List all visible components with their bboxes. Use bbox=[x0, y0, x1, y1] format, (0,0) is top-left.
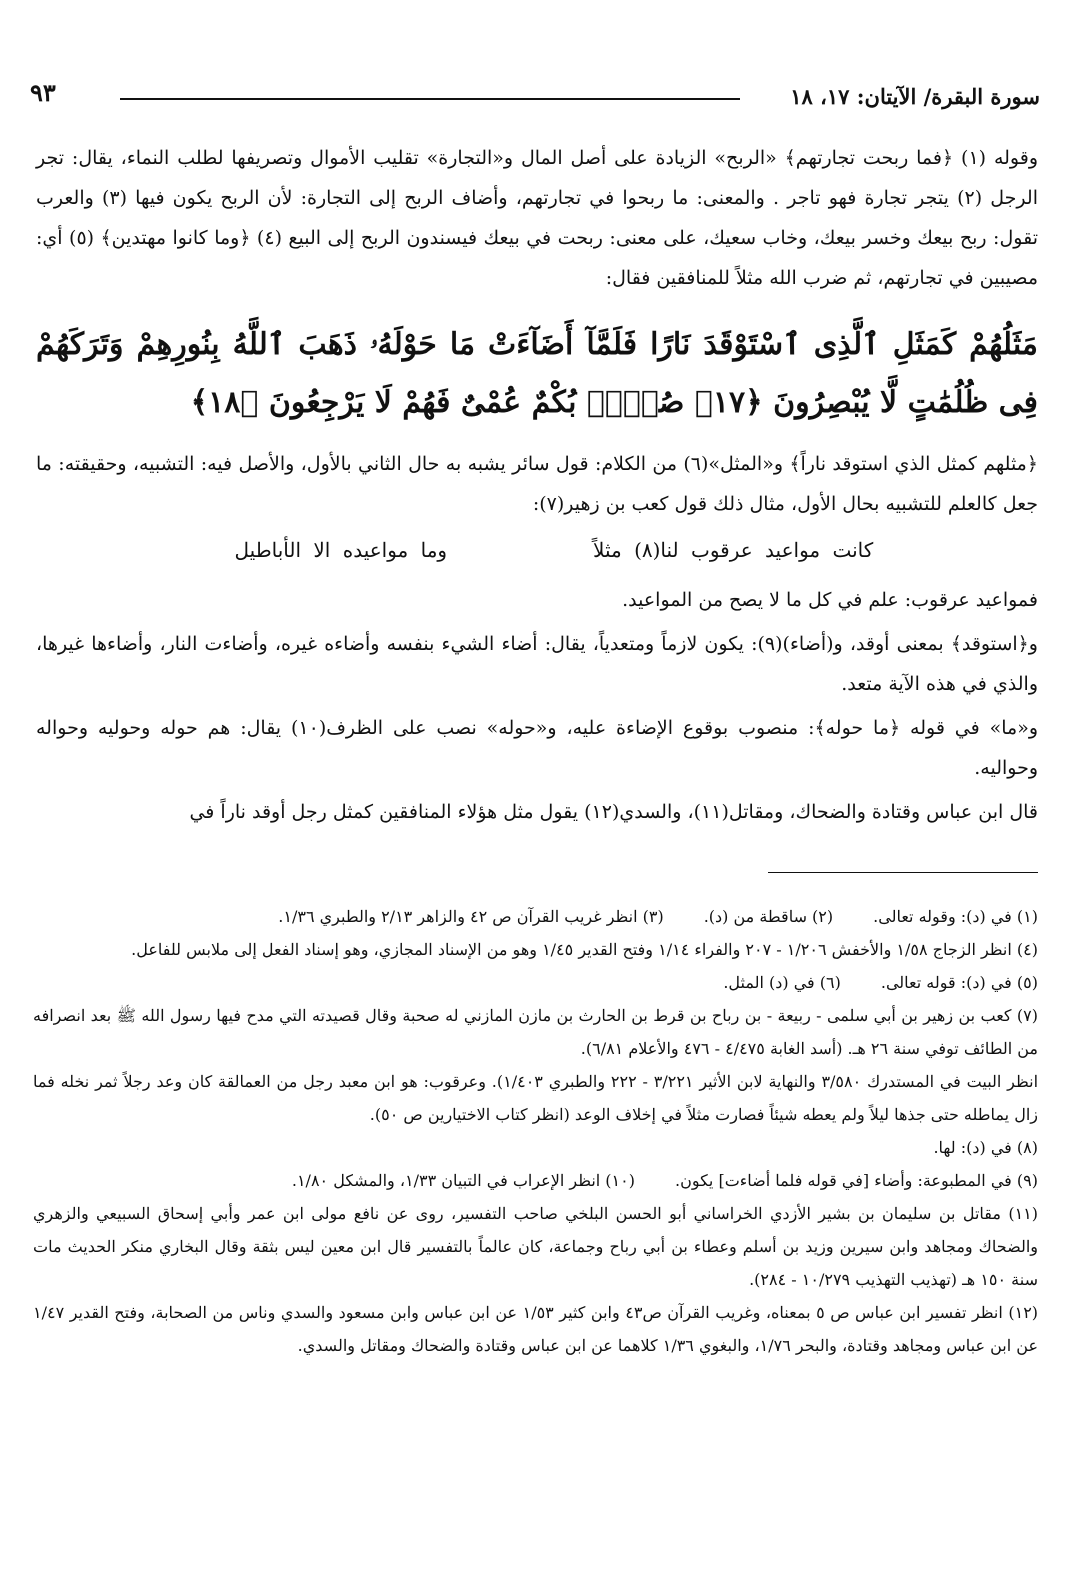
footnote-1: (١) في (د): وقوله تعالى. bbox=[873, 907, 1038, 926]
footnote-11: (١١) مقاتل بن سليمان بن بشير الأزدي الخراساني أبو الحسن البلخي صاحب التفسير، روى عن نافع مولى ابن عمر وأبي إسحاق السبيعي والزهري والضحاك ومجاهد وابن سيرين وزيد بن أسلم وعطاء بن أبي رباح وجماعة، كان عالماً بالتفسير قال ابن معين ليس بثقة وقال البخاري منكر الحديث مات سنة ١٥٠ هـ (تهذيب التهذيب ١٠/٢٧٩ - ٢٨٤). bbox=[33, 1204, 1038, 1289]
footnote-12: (١٢) انظر تفسير ابن عباس ص ٥ بمعناه، وغريب القرآن ص٤٣ وابن كثير ١/٥٣ عن ابن عباس وابن مسعود والسدي وناس من الصحابة، وفتح القدير ١/٤٧ عن ابن عباس ومجاهد وقتادة، والبحر ١/٧٦، والبغوي ١/٣٦ كلاهما عن ابن عباس وقتادة والضحاك ومقاتل والسدي. bbox=[33, 1303, 1039, 1355]
footnote-5: (٥) في (د): قوله تعالى. bbox=[880, 973, 1038, 992]
paragraph-1: وقوله (١) ﴿فما ربحت تجارتهم﴾ «الربح» الزيادة على أصل المال و«التجارة» تقليب الأموال وتصريفها لطلب النماء، يقال: تجر الرجل (٢) يتجر تجارة فهو تاجر . والمعنى: ما ربحوا في تجارتهم، وأضاف الربح إلى التجارة: لأن الربح يكون فيها (٣) والعرب تقول: ربح بيعك وخسر بيعك، وخاب سعيك، على معنى: ربحت في بيعك فيسندون الربح إلى البيع (٤) ﴿وما كانوا مهتدين﴾ (٥) أي: مصيبين في تجارتهم، ثم ضرب الله مثلاً للمنافقين فقال: bbox=[36, 147, 1038, 289]
paragraph-4: و﴿استوقد﴾ بمعنى أوقد، و(أضاء)(٩): يكون لازماً ومتعدياً، يقال: أضاء الشيء بنفسه وأضاءه غيره، وأضاءت النار، وأضاءها غيرها، والذي في هذه الآية متعد. bbox=[36, 633, 1038, 695]
footnote-row-3 bbox=[33, 1164, 1038, 1197]
poem-verse bbox=[36, 530, 1038, 570]
page-number: ٩٣ bbox=[30, 78, 56, 107]
poem-second-hemistich: وما مواعيده الا الأباطيل bbox=[234, 538, 448, 562]
footnote-3: (٣) انظر غريب القرآن ص ٤٢ والزاهر ٢/١٣ والطبري ١/٣٦. bbox=[278, 907, 664, 926]
footnote-7: (٧) كعب بن زهير بن أبي سلمى - ربيعة - بن رباح بن قرط بن الحارث بن مازن المازني له صحبة وقال قصيدته التي مدح فيها رسول الله ﷺ بعد انصرافه من الطائف توفي سنة ٢٦ هـ. (أسد الغابة ٤/٤٧٥ - ٤٧٦ والأعلام ٦/٨١). bbox=[33, 1006, 1038, 1058]
quran-verse: مَثَلُهُمْ كَمَثَلِ ٱلَّذِى ٱسْتَوْقَدَ نَارًا فَلَمَّآ أَضَآءَتْ مَا حَوْلَهُۥ ذَهَبَ ٱللَّهُ بِنُورِهِمْ وَتَرَكَهُمْ فِى ظُلُمَٰتٍ لَّا يُبْصِرُونَ ﴿١٧﴾ صُمٌّۢ بُكْمٌ عُمْىٌ فَهُمْ لَا يَرْجِعُونَ ﴿١٨﴾ bbox=[36, 327, 1038, 420]
paragraph-3: فمواعيد عرقوب: علم في كل ما لا يصح من المواعيد. bbox=[622, 589, 1038, 611]
footnote-2: (٢) ساقطة من (د). bbox=[703, 907, 834, 926]
main-text bbox=[36, 138, 1038, 836]
footnote-9: (٩) في المطبوعة: وأضاء [في قوله فلما أضاءت] يكون. bbox=[674, 1171, 1038, 1190]
footnote-6: (٦) في (د) المثل. bbox=[723, 973, 841, 992]
footnote-7-continued: انظر البيت في المستدرك ٣/٥٨٠ والنهاية لابن الأثير ٣/٢٢١ - ٢٢٢ والطبري ١/٤٠٣). وعرقوب: هو ابن معبد رجل من العمالقة كان وعد رجلاً ثمر نخله فما زال يماطله حتى جذها ليلاً ولم يعطه شيئاً فصارت مثلاً في إخلاف الوعد (انظر كتاب الاختيارين ص ٥٠). bbox=[33, 1072, 1039, 1124]
poem-first-hemistich: كانت مواعيد عرقوب لنا(٨) مثلاً bbox=[593, 538, 874, 562]
running-title: سورة البقرة/ الآيتان: ١٧، ١٨ bbox=[790, 84, 1040, 109]
paragraph-2: ﴿مثلهم كمثل الذي استوقد ناراً﴾ و«المثل»(٦) من الكلام: قول سائر يشبه به حال الثاني بالأول، والأصل فيه: التشبيه، وحقيقته: ما جعل كالعلم للتشبيه بحال الأول، مثال ذلك قول كعب بن زهير(٧): bbox=[36, 453, 1038, 515]
footnote-row-2 bbox=[33, 966, 1038, 999]
paragraph-5: و«ما» في قوله ﴿ما حوله﴾: منصوب بوقوع الإضاءة عليه، و«حوله» نصب على الظرف(١٠) يقال: هم حوله وحوليه وحواله وحواليه. bbox=[36, 717, 1039, 779]
header-rule bbox=[120, 98, 740, 100]
paragraph-6: قال ابن عباس وقتادة والضحاك، ومقاتل(١١)، والسدي(١٢) يقول مثل هؤلاء المنافقين كمثل رجل أوقد ناراً في bbox=[189, 801, 1038, 823]
footnote-separator bbox=[768, 872, 1038, 873]
footnote-row-1 bbox=[33, 900, 1038, 933]
footnote-10: (١٠) انظر الإعراب في التبيان ١/٣٣، والمشكل ١/٨٠. bbox=[291, 1171, 635, 1190]
footnote-4: (٤) انظر الزجاج ١/٥٨ والأخفش ١/٢٠٦ - ٢٠٧ والفراء ١/١٤ وفتح القدير ١/٤٥ وهو من الإسناد المجازي، وهو إسناد الفعل إلى ملابس للفاعل. bbox=[131, 940, 1038, 959]
footnote-8: (٨) في (د): لها. bbox=[933, 1138, 1038, 1157]
page-header bbox=[30, 78, 1040, 118]
footnotes bbox=[33, 900, 1038, 1362]
